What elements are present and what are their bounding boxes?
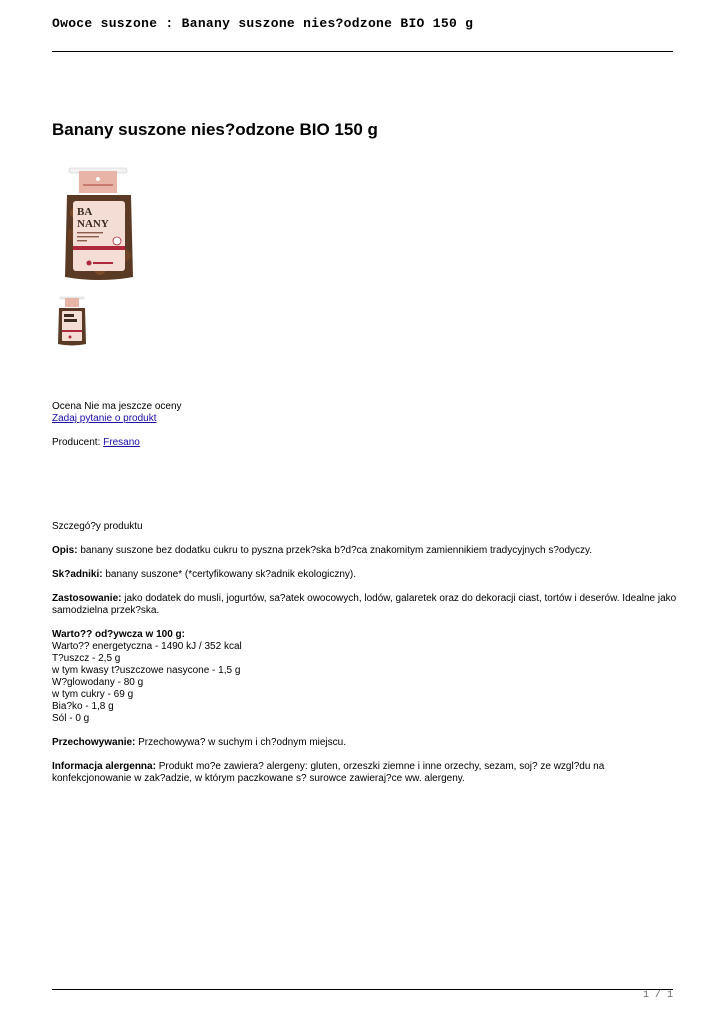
nutrition-row: w tym kwasy t?uszczowe nasycone - 1,5 g (52, 665, 241, 676)
allergen-info (52, 761, 677, 785)
product-image[interactable] (55, 165, 143, 287)
usage-label: Zastosowanie: (52, 593, 122, 604)
details-heading: Szczegó?y produktu (52, 521, 143, 532)
storage-text: Przechowywa? w suchym i ch?odnym miejscu. (135, 737, 346, 748)
ingredients-label: Sk?adniki: (52, 569, 103, 580)
ingredients-text: banany suszone* (*certyfikowany sk?adnik ekologiczny). (102, 569, 357, 580)
page-number: 1 / 1 (642, 990, 673, 1001)
package-title-line2: NANY (77, 218, 109, 230)
nutrition-row: Bia?ko - 1,8 g (52, 701, 114, 712)
nutrition-row: Sól - 0 g (52, 713, 90, 724)
producer-label: Producent: (52, 437, 101, 448)
product-thumbnail[interactable] (56, 296, 88, 348)
producer (52, 437, 140, 449)
rating-value: Nie ma jeszcze oceny (84, 401, 182, 412)
storage (52, 737, 677, 749)
allergen-label: Informacja alergenna: (52, 761, 156, 772)
product-details (52, 521, 677, 797)
producer-link[interactable]: Fresano (103, 437, 140, 448)
ingredients (52, 569, 677, 581)
usage-text: jako dodatek do musli, jogurtów, sa?atek owocowych, lodów, galaretek oraz do dekoracji ciast, tortów i deserów. Idealne jako samodzielna przek?ska. (52, 593, 677, 616)
rating (52, 401, 182, 413)
description-text: banany suszone bez dodatku cukru to pyszna przek?ska b?d?ca znakomitym zamiennikiem tradycyjnych s?odyczy. (77, 545, 593, 556)
nutrition-facts (52, 629, 677, 725)
running-header: Owoce suszone : Banany suszone nies?odzone BIO 150 g (52, 16, 474, 31)
description (52, 545, 677, 557)
nutrition-row: T?uszcz - 2,5 g (52, 653, 121, 664)
page-title: Banany suszone nies?odzone BIO 150 g (52, 120, 378, 139)
description-label: Opis: (52, 545, 78, 556)
footer-divider (52, 989, 673, 990)
allergen-text: Produkt mo?e zawiera? alergeny: gluten, orzeszki ziemne i inne orzechy, sezam, soj? ze wzgl?du na konfekcjonowanie w zak?adzie, w którym paczkowane s? surowce zawieraj?ce ww. alergeny. (52, 761, 605, 784)
nutrition-row: Warto?? energetyczna - 1490 kJ / 352 kcal (52, 641, 242, 652)
header-divider (52, 51, 673, 52)
ask-question-link[interactable]: Zadaj pytanie o produkt (52, 413, 157, 424)
rating-label: Ocena (52, 401, 82, 412)
nutrition-heading: Warto?? od?ywcza w 100 g: (52, 629, 185, 640)
nutrition-row: W?glowodany - 80 g (52, 677, 144, 688)
storage-label: Przechowywanie: (52, 737, 136, 748)
usage (52, 593, 677, 617)
nutrition-row: w tym cukry - 69 g (52, 689, 134, 700)
package-title-line1: BA (77, 206, 93, 218)
